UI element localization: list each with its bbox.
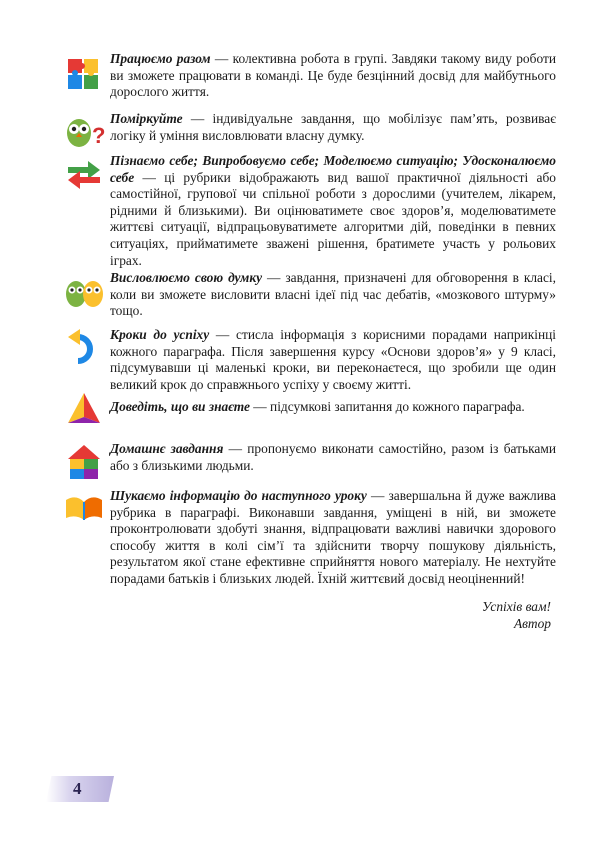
rubric-body: — пропонуємо виконати самостійно, разом із батьками або з близькими людьми.: [110, 441, 556, 473]
rubric-title: Доведіть, що ви знаєте: [110, 399, 250, 414]
rubric-body: — завдання, призначені для обговорення в класі, коли ви зможете висловити власні ідеї під час дебатів, «мозкового штурму» тощо.: [110, 270, 557, 319]
pyramid-icon: [64, 389, 104, 429]
rubric-entry: [64, 488, 556, 588]
return-arrow-icon: [64, 327, 104, 367]
rubric-body: — завершальна й дуже важлива рубрика в параграфі. Виконавши завдання, уміщені в ній, ви зможете проконтролювати здобуті знання, відпрацювати важливі навички здорового способу життя в колі сім’ї та здійснити творчу пошукову діяльність, результатом якої стане ефективне сприйняття нового матеріалу. Не нехтуйте порадами батьків і близьких людей. Їхній життєвий досвід неоціненний!: [110, 488, 556, 586]
rubric-text: [110, 488, 556, 588]
rubric-text: [110, 153, 556, 269]
page-number: 4: [73, 779, 82, 798]
rubric-entry: [64, 399, 556, 416]
rubric-entry: [64, 270, 556, 320]
rubric-text: [110, 327, 556, 393]
puzzle-icon: [64, 53, 104, 93]
svg-text:?: ?: [92, 123, 106, 148]
rubric-text: [110, 270, 556, 320]
rubric-body: — підсумкові запитання до кожного параграфа.: [249, 399, 525, 414]
rubric-body: — ці рубрики відображають вид вашої практичної діяльності або самостійної, групової чи спільної роботи з дорослими (учителем, лікарем, рідними й близькими). Ви оцінюватимете своє здоров’я, моделюватимете життєві ситуації, відпрацьовуватимете алгоритми дій, поведінки в певних ситуаціях, прийматимете зважені рішення, братимете участь у рольових іграх.: [110, 169, 556, 268]
rubric-body: — колективна робота в групі. Завдяки такому виду роботи ви зможете працювати в команді. Це буде безцінний досвід для майбутнього дорослого життя.: [110, 51, 556, 100]
signature-wish: Успіхів вам!: [482, 599, 551, 614]
rubric-text: [110, 51, 556, 101]
arrows-icon: [64, 153, 104, 193]
rubric-title: Домашнє завдання: [110, 441, 224, 456]
book-icon: [64, 488, 104, 528]
rubric-text: [110, 399, 556, 416]
rubric-entry: [64, 441, 556, 474]
rubric-title: Поміркуйте: [110, 111, 183, 126]
signature-author: Автор: [513, 616, 551, 631]
rubric-title: Кроки до успіху: [110, 327, 210, 342]
rubric-title: Висловлюємо свою думку: [110, 270, 263, 285]
rubric-title: Шукаємо інформацію до наступного уроку: [110, 488, 367, 503]
rubric-title: Працюємо разом: [110, 51, 211, 66]
owl-question-icon: [64, 111, 104, 151]
owls-icon: [64, 272, 104, 312]
rubric-text: [110, 111, 556, 144]
house-puzzle-icon: [64, 441, 104, 481]
rubric-body: — індивідуальне завдання, що мобілізує пам’ять, розвиває логіку й уміння висловлювати власну думку.: [110, 111, 556, 143]
signature: [482, 598, 551, 632]
rubric-title: Пізнаємо себе; Випробовуємо себе; Моделюємо ситуацію; Удосконалюємо себе: [110, 153, 556, 185]
rubric-entry: [64, 111, 556, 148]
rubric-text: [110, 441, 556, 474]
rubric-body: — стисла інформація з корисними порадами наприкінці кожного параграфа. Після завершення курсу «Основи здоров’я» у 9 класі, підсумувавши ці маленькі кроки, ви переконаєтеся, що зробили ще один великий крок до справжнього успіху у своєму житті.: [110, 327, 556, 392]
rubric-entry: [64, 153, 556, 269]
rubric-entry: [64, 327, 556, 393]
rubric-entry: [64, 51, 556, 101]
